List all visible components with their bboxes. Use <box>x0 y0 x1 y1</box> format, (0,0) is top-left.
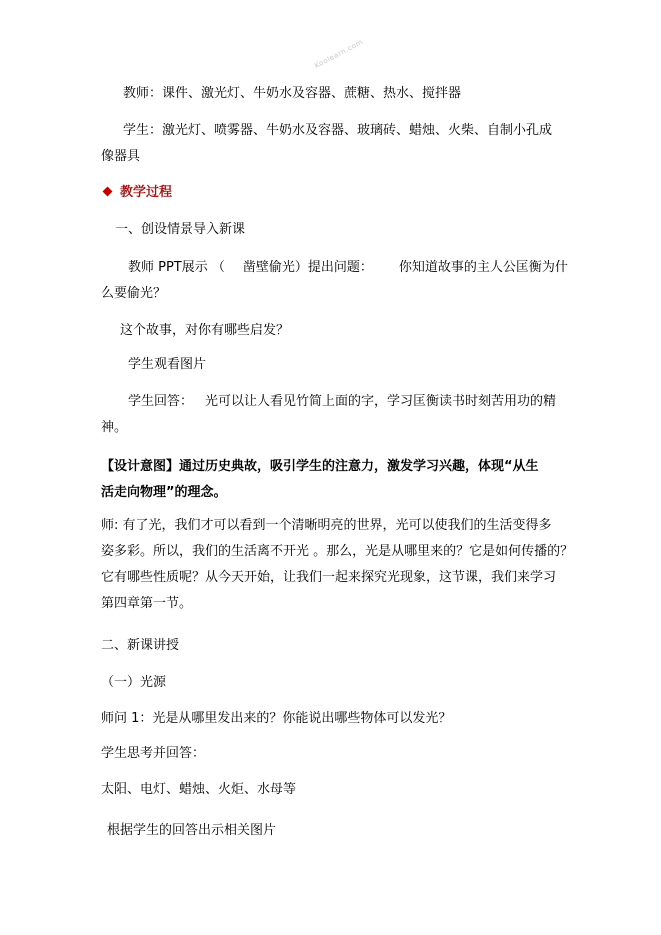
student-watch: 学生观看图片 <box>128 357 207 372</box>
ppt-text-c: 你知道故事的主人公匡衡为什 <box>398 260 568 275</box>
part2-heading: 二、新课讲授 <box>101 638 180 653</box>
section-heading-text: 教学过程 <box>120 185 173 200</box>
student-answer-line2: 神。 <box>101 420 128 435</box>
teacher-materials: 教师：课件、激光灯、牛奶水及容器、蔗糖、热水、搅拌器 <box>123 86 462 101</box>
light-source-examples: 太阳、电灯、蜡烛、火炬、水母等 <box>101 782 297 797</box>
story-question: 这个故事，对你有哪些启发？ <box>120 323 290 338</box>
ppt-line2: 么要偷光？ <box>101 286 167 301</box>
answer-label: 学生回答： <box>128 394 194 409</box>
teacher-talk-line3: 它有哪些性质呢？从今天开始，让我们一起来探究光现象，这节课，我们来学习 <box>101 570 557 585</box>
student-materials-line1: 学生：激光灯、喷雾器、牛奶水及容器、玻璃砖、蜡烛、火柴、自制小孔成 <box>123 123 553 138</box>
show-pictures: 根据学生的回答出示相关图片 <box>107 823 277 838</box>
ppt-text-b: 凿壁偷光）提出问题： <box>242 260 373 275</box>
teacher-talk-line2: 姿多彩。所以，我们的生活离不开光 。那么，光是从哪里来的？它是如何传播的？ <box>101 544 574 559</box>
ppt-text-a: 教师 PPT展示 （ <box>128 260 225 275</box>
diamond-bullet-icon <box>103 187 113 197</box>
ppt-line1 <box>128 260 568 276</box>
answer-text: 光可以让人看见竹简上面的字，学习匡衡读书时刻苦用功的精 <box>205 394 557 409</box>
part1-heading: 一、创设情景导入新课 <box>115 222 246 237</box>
student-think: 学生思考并回答： <box>101 746 206 761</box>
teacher-talk-line4: 第四章第一节。 <box>101 596 193 611</box>
student-materials-line2: 像器具 <box>101 149 141 164</box>
watermark: Koolearn.com <box>313 37 365 71</box>
teacher-question-1: 师问 1：光是从哪里发出来的？你能说出哪些物体可以发光？ <box>101 711 452 726</box>
student-answer-line1 <box>128 394 556 410</box>
light-source-subheading: （一）光源 <box>101 675 167 690</box>
teacher-talk-line1: 师: 有了光，我们才可以看到一个清晰明亮的世界，光可以使我们的生活变得多 <box>101 518 552 533</box>
section-heading <box>104 185 172 201</box>
design-intent-line1: 【设计意图】通过历史典故，吸引学生的注意力，激发学习兴趣，体现“从生 <box>101 459 539 474</box>
design-intent-line2: 活走向物理”的理念。 <box>101 485 227 500</box>
